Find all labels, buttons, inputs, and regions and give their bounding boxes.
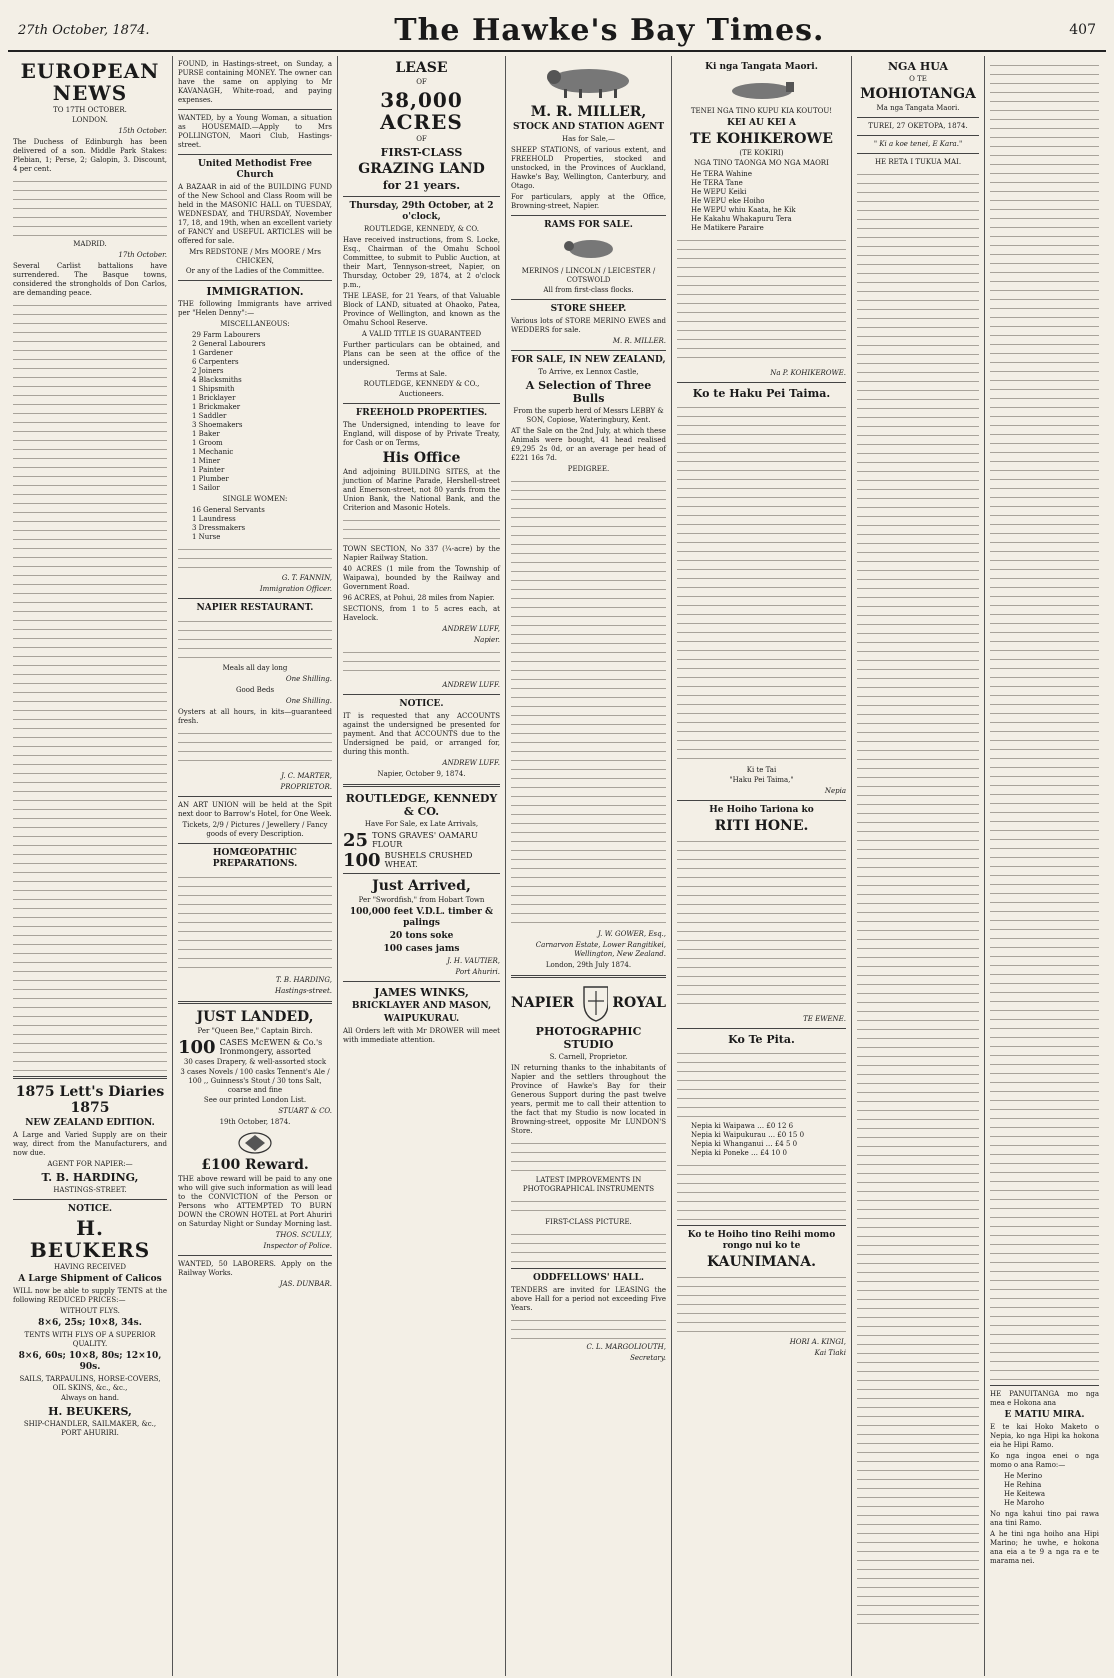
immigration-text [178, 545, 332, 571]
diaries-sub: NEW ZEALAND EDITION. [25, 1118, 155, 1128]
further-particulars: Further particulars can be obtained, and Plans can be seen at the office of the undersigned. [343, 341, 500, 367]
store-sheep-heading: STORE SHEEP. [550, 304, 627, 314]
town-section: TOWN SECTION, No 337 (¼-acre) by the Napier Railway Station. [343, 545, 500, 562]
has-for-sale: Has for Sale,— [561, 135, 616, 143]
studio-text-2 [511, 1197, 666, 1215]
divider [857, 117, 979, 118]
beds-line: Good Beds [235, 686, 275, 694]
nga-hua: NGA HUA [888, 60, 948, 73]
ma-nga: Ma nga Tangata Maori. [876, 104, 960, 112]
list-item: 1 Baker [192, 430, 220, 438]
meals-price: One Shilling. [285, 675, 332, 683]
luff-name-3: ANDREW LUFF. [442, 759, 500, 767]
divider [178, 796, 332, 797]
stuart-date: 19th October, 1874. [219, 1118, 291, 1126]
sheep-stations: SHEEP STATIONS, of various extent, and FREEHOLD Properties, stocked and unstocked, in the Provinces of Auckland, Hawke's Bay, Wellington, Canterbury, and Otago. [511, 146, 666, 190]
mohiotanga-heading: MOHIOTANGA [860, 86, 976, 102]
list-item: He WEPU Keiki [691, 188, 747, 196]
list-item: He TERA Tane [691, 179, 743, 187]
divider [511, 1268, 666, 1269]
pedigree-text [511, 477, 666, 927]
art-union-items: Tickets, 2/9 / Pictures / Jewellery / Fancy goods of every Description. [182, 821, 328, 838]
studio-title-row [511, 983, 666, 1023]
divider [178, 154, 332, 155]
o-te: O TE [909, 75, 927, 83]
mason-line: BRICKLAYER AND MASON, [351, 1001, 492, 1011]
apply-office: For particulars, apply at the Office, Browning-street, Napier. [511, 193, 666, 210]
restaurant-text [178, 617, 332, 661]
harding-sign: T. B. HARDING, [275, 976, 332, 984]
tenders-body: TENDERS are invited for LEASING the above Hall for a period not exceeding Five Years. [511, 1286, 666, 1312]
divider [857, 153, 979, 154]
list-item: 1 Saddler [192, 412, 227, 420]
riti-hone: RITI HONE. [714, 818, 809, 834]
list-item: Nepia ki Waipawa … £0 12 6 [691, 1122, 794, 1130]
his-office-heading: His Office [382, 450, 461, 466]
madrid-date: 17th October. [118, 251, 167, 259]
page-number: 407 [1069, 22, 1096, 38]
gower-date: London, 29th July 1874. [545, 961, 632, 969]
studio-text-3 [511, 1230, 666, 1264]
gower-addr: Carnarvon Estate, Lower Rangitikei, Wellington, New Zealand. [535, 941, 666, 958]
beds-price: One Shilling. [285, 697, 332, 705]
column-2 [173, 56, 338, 1676]
wheat-label: BUSHELS CRUSHED WHEAT. [384, 851, 473, 869]
without-flys: WITHOUT FLYS. [60, 1307, 120, 1315]
queen-bee-line: Per "Queen Bee," Captain Birch. [197, 1027, 313, 1035]
list-item: 1 Nurse [192, 533, 221, 541]
pita-text [677, 1049, 846, 1119]
store-body: Various lots of STORE MERINO EWES and WEDDERS for sale. [511, 317, 666, 334]
kohikerowe-text [677, 236, 846, 366]
ram-breeds: MERINOS / LINCOLN / LEICESTER / COTSWOLD [521, 267, 656, 284]
list-item: 1 Gardener [192, 349, 233, 357]
luff-text [343, 648, 500, 678]
matiu-mira: E MATIU MIRA. [1004, 1410, 1085, 1420]
have-for-sale: Have For Sale, ex Late Arrivals, [364, 820, 479, 828]
vautier-name: J. H. VAUTIER, [447, 957, 500, 965]
divider [343, 873, 500, 874]
three-bulls: A Selection of Three Bulls [525, 379, 652, 405]
having-received: HAVING RECEIVED [54, 1263, 126, 1271]
margoliouth-name: C. L. MARGOLIOUTH, [586, 1343, 666, 1351]
timber-line: 100,000 feet V.D.L. timber & palings [349, 907, 494, 928]
list-item: 2 General Labourers [192, 340, 266, 348]
kohikerowe-list [691, 170, 846, 233]
just-landed-heading: JUST LANDED, [196, 1009, 314, 1025]
divider [178, 1001, 332, 1004]
gower-name: J. W. GOWER, Esq., [597, 930, 666, 938]
bazaar-ladies: Mrs REDSTONE / Mrs MOORE / Mrs CHICKEN, [189, 248, 321, 265]
meals-line: Meals all day long [222, 664, 288, 672]
no-nga-kahui: No nga kahui tino pai rawa ana tini Ramo. [990, 1510, 1099, 1527]
auction-date: Thursday, 29th October, at 2 o'clock, [349, 201, 494, 222]
kaunimana: KAUNIMANA. [707, 1254, 816, 1270]
office-text [343, 516, 500, 542]
office-body: And adjoining BUILDING SITES, at the junction of Marine Parade, Hershell-street and Emerson-street, not 80 yards from the Union Bank, the National Bank, and the Criterion and Masonic Hotels. [343, 468, 500, 512]
harding-sign-addr: Hastings-street. [275, 987, 332, 995]
to-arrive: To Arrive, ex Lennox Castle, [538, 368, 639, 376]
coat-of-arms-icon [578, 983, 608, 1023]
with-flys: TENTS WITH FLYS OF A SUPERIOR QUALITY. [24, 1331, 156, 1348]
marter-name: J. C. MARTER, [281, 772, 332, 780]
tino-taonga: NGA TINO TAONGA MO NGA MAORI [694, 159, 829, 167]
divider [343, 784, 500, 787]
london-date: 15th October. [118, 127, 167, 135]
divider [178, 843, 332, 844]
printed-list: See our printed London List. [203, 1096, 307, 1104]
turei-date: TUREI, 27 OKETOPA, 1874. [868, 122, 968, 130]
list-item: 1 Brickmaker [192, 403, 241, 411]
column-3 [338, 56, 506, 1676]
haku-text [677, 403, 846, 763]
homoeopathic-heading: HOMŒOPATHIC PREPARATIONS. [212, 848, 298, 869]
ram-engraving-icon [559, 234, 619, 264]
newspaper-title: The Hawke's Bay Times. [394, 12, 825, 48]
miller-name: M. R. MILLER, [530, 104, 647, 120]
lease-of-2: OF [416, 135, 427, 143]
luff-date: Napier, October 9, 1874. [377, 770, 466, 778]
list-item: 1 Miner [192, 457, 221, 465]
found-purse-ad: FOUND, in Hastings-street, on Sunday, a PURSE containing MONEY. The owner can have the same on applying to Mr KAVANAGH, White-road, and paying expenses. [178, 60, 332, 104]
list-item: He WEPU whiu Kaata, he Kik [691, 206, 796, 214]
list-item: 29 Farm Labourers [192, 331, 261, 339]
acres-heading: 38,000 ACRES [380, 88, 463, 134]
reward-heading: £100 Reward. [201, 1157, 309, 1173]
agent-label: AGENT FOR NAPIER:— [47, 1160, 133, 1168]
prices-without: 8×6, 25s; 10×8, 34s. [38, 1318, 142, 1328]
napier-word: NAPIER [511, 995, 575, 1011]
list-item: 1 Plumber [192, 475, 229, 483]
list-item: 1 Sailor [192, 484, 220, 492]
kai-tiaki: Kai Tiaki [814, 1349, 846, 1357]
column-6 [852, 56, 985, 1676]
european-news-sub: TO 17TH OCTOBER. [53, 106, 127, 114]
kohikerowe-heading: TE KOHIKEROWE [690, 131, 833, 147]
flour-label: TONS GRAVES' OAMARU FLOUR [372, 831, 478, 849]
maori-ad-header [677, 60, 846, 75]
valid-title: A VALID TITLE IS GUARANTEED [361, 330, 482, 338]
freehold-heading: FREEHOLD PROPERTIES. [355, 408, 488, 418]
pedigree-heading: PEDIGREE. [567, 465, 610, 473]
divider [511, 299, 666, 300]
list-item: Nepia ki Poneke … £4 10 0 [691, 1149, 787, 1157]
jams-line: 100 cases jams [383, 944, 460, 954]
immigration-heading: IMMIGRATION. [206, 285, 304, 298]
stock-agent: STOCK AND STATION AGENT [512, 122, 665, 132]
fares-list [691, 1122, 846, 1158]
kaunimana-text [677, 1273, 846, 1335]
divider [178, 598, 332, 599]
oddfellows-heading: ODDFELLOWS' HALL. [533, 1273, 644, 1283]
studio-heading: PHOTOGRAPHIC STUDIO [535, 1025, 642, 1051]
routledge-heading: ROUTLEDGE, KENNEDY & CO. [345, 792, 498, 818]
list-item: 1 Groom [192, 439, 223, 447]
drapery-line: 30 cases Drapery, & well-assorted stock [183, 1058, 327, 1066]
wheat-row [343, 851, 500, 869]
list-item: He Keitewa [1004, 1490, 1046, 1498]
art-union-ad: AN ART UNION will be held at the Spit next door to Barrow's Hotel, for One Week. [178, 801, 332, 818]
first-class-heading: FIRST-CLASS [380, 146, 463, 159]
beukers-name-2: H. BEUKERS, [48, 1405, 132, 1418]
immigration-intro: THE following Immigrants have arrived per "Helen Denny":— [178, 300, 332, 317]
column-7 [985, 56, 1104, 1676]
divider [990, 1385, 1099, 1386]
tenders-text [511, 1316, 666, 1340]
editorial-continued [990, 61, 1099, 1381]
stuart-name: STUART & CO. [278, 1107, 332, 1115]
news-text-block [13, 177, 167, 237]
masthead [8, 10, 1106, 52]
list-item: He Maroho [1004, 1499, 1045, 1507]
divider [178, 109, 332, 110]
reward-body: THE above reward will be paid to any one who will give such information as will lead to the CONVICTION of the Person or Persons who ATTEMPTED TO BURN DOWN the CROWN HOTEL at Port Ahuriri on Saturday Night or Sunday Morning last. [178, 1175, 332, 1228]
prices-with: 8×6, 60s; 10×8, 80s; 12×10, 90s. [18, 1351, 162, 1372]
misc-label: MISCELLANEOUS: [220, 320, 290, 328]
list-item: 3 Dressmakers [192, 524, 246, 532]
list-item: 1 Mechanic [192, 448, 234, 456]
divider [677, 1028, 846, 1029]
scully-role: Inspector of Police. [263, 1242, 332, 1250]
divider [677, 800, 846, 801]
list-item: 3 Shoemakers [192, 421, 243, 429]
divider [13, 1076, 167, 1079]
wanted-housemaid-ad: WANTED, by a Young Woman, a situation as HOUSEMAID.—Apply to Mrs POLLINGTON, Maori Club, Hastings-street. [178, 114, 332, 149]
for-sale-nz: FOR SALE, IN NEW ZEALAND, [511, 355, 666, 365]
tenei-line: TENEI NGA TINO KUPU KIA KOUTOU! [690, 107, 833, 115]
notice-heading-3: NOTICE. [399, 699, 444, 709]
lease-body: THE LEASE, for 21 Years, of that Valuable Block of LAND, situated at Ohaoko, Patea, Province of Wellington, and known as the Omahu School Reserve. [343, 292, 500, 327]
haku-heading: Ko te Haku Pei Taima. [692, 387, 831, 400]
divider [343, 403, 500, 404]
from-herd: From the superb herd of Messrs LEBBY & SON, Copiose, Wateringbury, Kent. [513, 407, 664, 424]
divider [343, 196, 500, 197]
kohikerowe-sign: Na P. KOHIKEROWE. [770, 369, 846, 377]
hoko-body: E te kai Hoko Maketo o Nepia, ko nga Hipi ka hokona eia he Hipi Ramo. [990, 1423, 1099, 1449]
royal-word: ROYAL [612, 995, 666, 1011]
rams-heading: RAMS FOR SALE. [544, 220, 633, 230]
miller-sign: M. R. MILLER. [612, 337, 666, 345]
fannin-name: G. T. FANNIN, [281, 574, 332, 582]
tents-body: WILL now be able to supply TENTS at the following REDUCED PRICES:— [13, 1287, 167, 1304]
restaurant-heading: NAPIER RESTAURANT. [196, 603, 314, 613]
notice-heading: NOTICE. [67, 1204, 113, 1214]
divider [857, 135, 979, 136]
editorial-text [857, 170, 979, 1630]
divider [511, 215, 666, 216]
london-dateline: LONDON. [72, 116, 108, 124]
divider [13, 1199, 167, 1200]
routledge-body: Have received instructions, from S. Locke, Esq., Chairman of the Omahu School Committee, to submit to Public Auction, at their Mart, Tennyson-street, Napier, on Thursday, October 29, 1874, at 2 o'clock p.m., [343, 236, 500, 289]
just-arrived-heading: Just Arrived, [372, 878, 471, 894]
diaries-title: 1875 Lett's Diaries 1875 [15, 1084, 165, 1116]
pita-text-2 [677, 1161, 846, 1221]
madrid-dateline: MADRID. [73, 240, 107, 248]
ko-nga-ingoa: Ko nga ingoa enei o nga momo o ana Ramo:— [990, 1452, 1099, 1469]
harding-name: T. B. HARDING, [41, 1171, 139, 1184]
acres-40: 40 ACRES (1 mile from the Township of Waipawa), bounded by the Railway and Government Road. [343, 565, 500, 591]
ramo-list [1004, 1472, 1099, 1508]
flour-number: 25 [343, 829, 369, 851]
list-item: 1 Painter [192, 466, 225, 474]
beukers-name: H. BEUKERS [29, 1216, 151, 1262]
women-list [192, 506, 332, 542]
routledge-sign: ROUTLEDGE, KENNEDY & CO., [363, 380, 480, 388]
always-on-hand: Always on hand. [60, 1394, 120, 1402]
divider [511, 975, 666, 978]
studio-body: IN returning thanks to the inhabitants of Napier and the settlers throughout the Province of Hawke's Bay for their Generous Support during the past twelve years, permit me to call their attention to the fact that my Studio is now located in Browning-street, opposite Mr LUNDON'S Store. [511, 1064, 666, 1135]
carnell-name: S. Carnell, Proprietor. [549, 1053, 628, 1061]
he-hoiho: A he tini nga hoiho ana Hipi Marino; he uwhe, e hokona ana eia a te 9 a nga ra e te marama nei. [990, 1530, 1099, 1565]
divider [511, 350, 666, 351]
fannin-role: Immigration Officer. [259, 585, 332, 593]
wheat-number: 100 [343, 849, 381, 871]
secretary-label: Secretary. [630, 1354, 666, 1362]
divider [343, 981, 500, 982]
column-4 [506, 56, 672, 1676]
list-item: 1 Laundress [192, 515, 236, 523]
list-item: 4 Blacksmiths [192, 376, 242, 384]
list-item: 1 Shipsmith [192, 385, 235, 393]
sale-body: AT the Sale on the 2nd July, at which these Animals were bought, 41 head realised £9,295 2s 0d, or an average per head of £221 16s 7d. [511, 427, 666, 462]
ki-nga-heading: Ki nga Tangata Maori. [705, 62, 818, 72]
divider [677, 1225, 846, 1226]
list-item: He TERA Wahine [691, 170, 752, 178]
luff-addr: Napier. [474, 636, 500, 644]
divider [178, 1255, 332, 1256]
scully-name: THOS. SCULLY, [275, 1231, 332, 1239]
divider [343, 694, 500, 695]
list-item: 16 General Servants [192, 506, 265, 514]
bazaar-committee: Or any of the Ladies of the Committee. [185, 267, 325, 275]
methodist-heading: United Methodist Free Church [197, 159, 312, 180]
list-item: He Rehina [1004, 1481, 1042, 1489]
motto: " Ki a koe tenei, E Kara." [873, 140, 963, 148]
soke-line: 20 tons soke [389, 931, 454, 941]
restaurant-text-2 [178, 729, 332, 769]
waipukurau-line: WAIPUKURAU. [383, 1014, 460, 1024]
luff-name: ANDREW LUFF, [442, 625, 500, 633]
notice-body-3: IT is requested that any ACCOUNTS against the undersigned be presented for payment. And that ACCOUNTS due to the Undersigned be paid, or arranged for, during this month. [343, 712, 500, 756]
divider [677, 382, 846, 383]
bazaar-body: A BAZAAR in aid of the BUILDING FUND of the New School and Class Room will be held in the MASONIC HALL on TUESDAY, WEDNESDAY, and THURSDAY, November 17, 18, and 19th, when an excellent variety of FANCY and USEFUL ARTICLES will be offered for sale. [178, 183, 333, 245]
routledge-name: ROUTLEDGE, KENNEDY, & CO. [364, 225, 479, 233]
column-5 [672, 56, 852, 1676]
orders-line: All Orders left with Mr DROWER will meet with immediate attention. [343, 1027, 500, 1044]
list-item: He WEPU eke Hoiho [691, 197, 765, 205]
auctioneers-label: Auctioneers. [399, 390, 444, 398]
single-women-label: SINGLE WOMEN: [222, 495, 288, 503]
lease-heading: LEASE [395, 60, 448, 76]
acres-96: 96 ACRES, at Pohui, 28 miles from Napier. [343, 594, 495, 602]
trades-list [192, 331, 332, 493]
european-news-title: EUROPEAN NEWS [20, 59, 160, 105]
list-item: Nepia ki Waipukurau … £0 15 0 [691, 1131, 805, 1139]
cases-label: CASES McEWEN & Co.'s Ironmongery, assorted [219, 1038, 323, 1056]
lease-of: OF [416, 78, 427, 86]
swordfish-line: Per "Swordfish," from Hobart Town [358, 896, 485, 904]
wanted-laborers: WANTED, 50 LABORERS. Apply on the Railway Works. [178, 1260, 332, 1277]
flour-row [343, 831, 500, 849]
sections-havelock: SECTIONS, from 1 to 5 acres each, at Havelock. [343, 605, 500, 622]
first-class-picture: FIRST-CLASS PICTURE. [545, 1218, 632, 1226]
diaries-body: A Large and Varied Supply are on their way, direct from the Manufacturers, and now due. [13, 1131, 167, 1157]
terms-at-sale: Terms at Sale. [396, 370, 447, 378]
panuitanga: HE PANUITANGA mo nga mea e Hokona ana [990, 1390, 1099, 1407]
list-item: Nepia ki Whanganui … £4 5 0 [691, 1140, 798, 1148]
harding-address: HASTINGS-STREET. [53, 1186, 127, 1194]
kokiri-line: (TE KOKIRI) [739, 149, 784, 157]
ewene-sign: TE EWENE. [803, 1015, 846, 1023]
kiri-te: Ki te Tai [746, 766, 777, 774]
grazing-heading: GRAZING LAND [358, 161, 485, 177]
riti-hone-text [677, 837, 846, 1012]
studio-text [511, 1139, 666, 1173]
issue-date: 27th October, 1874. [18, 22, 150, 38]
goods-lines: 3 cases Novels / 100 casks Tennent's Ale / 100 ,, Guinness's Stout / 30 tons Salt, coarse and fine [180, 1068, 330, 1094]
madrid-body: Several Carlist battalions have surrendered. The Basque towns, considered the strongholds of Don Carlos, are demanding peace. [13, 262, 167, 297]
column-1 [8, 56, 173, 1676]
divider [178, 280, 332, 281]
nepia-sign: Nepia [824, 787, 846, 795]
vautier-addr: Port Ahuriri. [455, 968, 500, 976]
list-item: 1 Bricklayer [192, 394, 236, 402]
reta-heading: HE RETA I TUKUA MAI. [874, 158, 962, 166]
ko-te-pita: Ko Te Pita. [728, 1033, 795, 1046]
cases-number: 100 [178, 1036, 216, 1058]
luff-name-2: ANDREW LUFF. [442, 681, 500, 689]
london-body: The Duchess of Edinburgh has been delivered of a son. Middle Park Stakes: Plebian, 1; Perse, 2; Galopin, 3. Discount, 4 per cent. [13, 138, 167, 173]
sheep-engraving-icon [534, 61, 644, 101]
sails-list: SAILS, TARPAULINS, HORSE-COVERS, OIL SKINS, &c., &c., [19, 1375, 161, 1392]
kei-au-line: KEI AU KEI A [727, 118, 796, 128]
hoiho-reihi: Ko te Hoiho tino Reihi momo rongo nui ko te [687, 1230, 836, 1251]
cases-row [178, 1038, 332, 1056]
homoeopathic-text [178, 873, 332, 973]
latest-improvements: LATEST IMPROVEMENTS IN PHOTOGRAPHICAL INSTRUMENTS [522, 1176, 655, 1193]
list-item: He Kakahu Whakapuru Tera [691, 215, 792, 223]
list-item: 2 Joiners [192, 367, 224, 375]
hori-name: HORI A. KINGI, [789, 1338, 846, 1346]
years-heading: for 21 years. [382, 179, 461, 192]
marter-role: PROPRIETOR. [280, 783, 332, 791]
oysters-line: Oysters at all hours, in kits—guaranteed fresh. [178, 708, 332, 725]
list-item: 6 Carpenters [192, 358, 239, 366]
list-item: He Matikere Paraire [691, 224, 764, 232]
winks-name: JAMES WINKS, [374, 986, 469, 999]
news-article-block [13, 301, 167, 1071]
list-item: He Merino [1004, 1472, 1043, 1480]
horse-engraving-icon [702, 78, 822, 104]
dunbar-name: JAS. DUNBAR. [279, 1280, 332, 1288]
royal-crest-icon [235, 1130, 275, 1154]
columns [8, 56, 1106, 1676]
all-from: All from first-class flocks. [543, 286, 634, 294]
hoiho-tariona: He Hoiho Tariona ko [709, 805, 814, 815]
ship-chandler: SHIP-CHANDLER, SAILMAKER, &c., PORT AHURIRI. [23, 1420, 157, 1437]
haku-pei: "Haku Pei Taima," [729, 776, 794, 784]
calicos-heading: A Large Shipment of Calicos [18, 1274, 162, 1284]
freehold-body: The Undersigned, intending to leave for England, will dispose of by Private Treaty, for Cash or on Terms, [343, 421, 500, 447]
